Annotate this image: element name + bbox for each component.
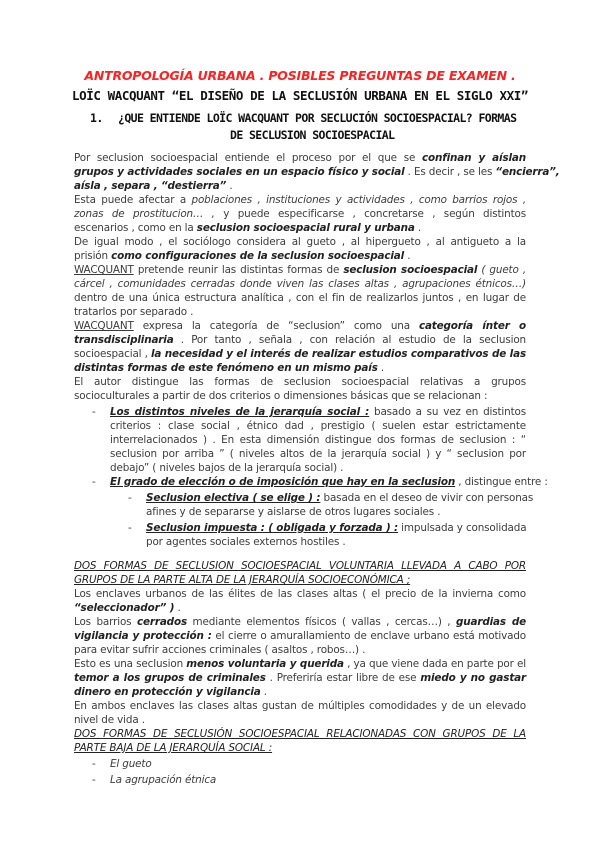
sublist-dash: - [128, 522, 132, 534]
paragraph-line: aísla , separa , “destierra” . [74, 180, 233, 192]
list-item-line: criterios : clase social , étnico dad , prestigio ( suelen estar estrictamente [110, 420, 526, 432]
list-dash: - [92, 774, 96, 786]
paragraph-line: cárcel , comunidades cerradas donde viven las clases altas , agrupaciones étnicos…) [74, 278, 526, 290]
paragraph-line: zonas de prostitucion… , y puede especificarse , concretarse , según distintos [74, 208, 526, 220]
section-heading: DOS FORMAS DE SECLUSION SOCIOESPACIAL VOLUNTARIA LLEVADA A CABO POR [74, 560, 526, 572]
sublist-item-line: por agentes sociales externos hostiles . [146, 536, 346, 548]
question-line-1: ¿QUE ENTIENDE LOÏC WACQUANT POR SECLUCIÓN SOCIOESPACIAL? FORMAS [118, 111, 517, 125]
paragraph-line: transdisciplinaria . Por tanto , señala , con relación al estudio de la seclusion [74, 334, 526, 346]
list-item-line: interrelacionados ) . En esta dimensión distingue dos formas de seclusion : “ [110, 434, 526, 446]
section-heading: PARTE BAJA DE LA JERARQUÍA SOCIAL : [74, 742, 273, 754]
paragraph-line: Por seclusion socioespacial entiende el proceso por el que se confinan y aíslan [74, 152, 526, 164]
paragraph-line: temor a los grupos de criminales . Preferiría estar libre de ese miedo y no gastar [74, 672, 526, 684]
paragraph-line: Los enclaves urbanos de las élites de las clases altas ( el precio de la invierna como [74, 588, 526, 600]
sublist-item: Seclusion impuesta : ( obligada y forzada ) : impulsada y consolidada [146, 522, 527, 534]
sublist-dash: - [128, 492, 132, 504]
paragraph-line: WACQUANT pretende reunir las distintas formas de seclusion socioespacial ( gueto , [74, 264, 526, 276]
list-dash: - [92, 758, 96, 770]
paragraph-line: tratarlos por separado . [74, 306, 194, 318]
list-dash: - [92, 406, 96, 418]
paragraph-line: nivel de vida . [74, 714, 145, 726]
paragraph-line: socioespacial , la necesidad y el interés de realizar estudios comparativos de las [74, 348, 526, 360]
paragraph-line: WACQUANT expresa la categoría de “seclusion” como una categoría ínter o [74, 320, 527, 332]
list-dash: - [92, 476, 96, 488]
question-number: 1. [90, 111, 103, 125]
list-item: El grado de elección o de imposición que hay en la seclusion , distingue entre : [110, 476, 548, 488]
list-item: La agrupación étnica [110, 774, 217, 786]
question-line-2: DE SECLUSION SOCIOESPACIAL [230, 128, 395, 142]
exam-title: ANTROPOLOGÍA URBANA . POSIBLES PREGUNTAS DE EXAMEN . [84, 68, 516, 83]
list-item: Los distintos niveles de la jerarquía social : basado a su vez en distintos [110, 406, 527, 418]
list-item-line: debajo” ( niveles bajos de la jerarquía social) . [110, 462, 344, 474]
paragraph-line: vigilancia y protección : el cierre o amurallamiento de enclave urbano está motivado [74, 630, 527, 642]
paragraph-line: En ambos enclaves las clases altas gustan de múltiples comodidades y de un elevado [74, 700, 526, 712]
paragraph-line: Esto es una seclusion menos voluntaria y querida , ya que viene dada en parte por el [74, 658, 526, 670]
list-item: El gueto [110, 758, 152, 770]
paragraph-line: socioculturales a partir de dos criterios o dimensiones básicas que se relacionan : [74, 390, 488, 402]
paragraph-line: De igual modo , el sociólogo considera al gueto , al hipergueto , al antigueto a la [74, 236, 526, 248]
paragraph-line: dinero en protección y vigilancia . [74, 686, 267, 698]
sublist-item: Seclusion electiva ( se elige ) : basada en el deseo de vivir con personas [146, 492, 534, 504]
paragraph-line: distintas formas de este fenómeno en un mismo país . [74, 362, 385, 374]
section-heading: DOS FORMAS DE SECLUSIÓN SOCIOESPACIAL RELACIONADAS CON GRUPOS DE LA [74, 728, 526, 740]
section-heading: GRUPOS DE LA PARTE ALTA DE LA JERARQUÍA SOCIOECONÓMICA ; [74, 574, 411, 586]
paragraph-line: escenarios , como en la seclusion socioespacial rural y urbana . [74, 222, 422, 234]
paragraph-line: Los barrios cerrados mediante elementos físicos ( vallas , cercas…) , guardias de [74, 616, 527, 628]
list-item-line: seclusion por arriba ” ( niveles altos de la jerarquía social ) y “ seclusion por [110, 448, 526, 460]
paragraph-line: El autor distingue las formas de seclusion socioespacial relativas a grupos [74, 376, 526, 388]
paragraph-line: prisión como configuraciones de la seclusion socioespacial . [74, 250, 411, 262]
paragraph-line: para evitar sufrir acciones criminales ( asaltos , robos…) . [74, 644, 366, 656]
author-title: LOÏC WACQUANT “EL DISEÑO DE LA SECLUSIÓN URBANA EN EL SIGLO XXI” [71, 88, 529, 103]
sublist-item-line: afines y de separarse y aislarse de otros lugares sociales . [146, 506, 441, 518]
paragraph-line: grupos y actividades sociales en un espacio físico y social . Es decir , se les “encierra”, [74, 166, 560, 178]
paragraph-line: dentro de una única estructura analítica , con el fin de realizarlos juntos , en lugar de [74, 292, 526, 304]
paragraph-line: Esta puede afectar a poblaciones , instituciones y actividades , como barrios rojos , [74, 194, 526, 206]
paragraph-line: “seleccionador” ) . [74, 602, 181, 614]
